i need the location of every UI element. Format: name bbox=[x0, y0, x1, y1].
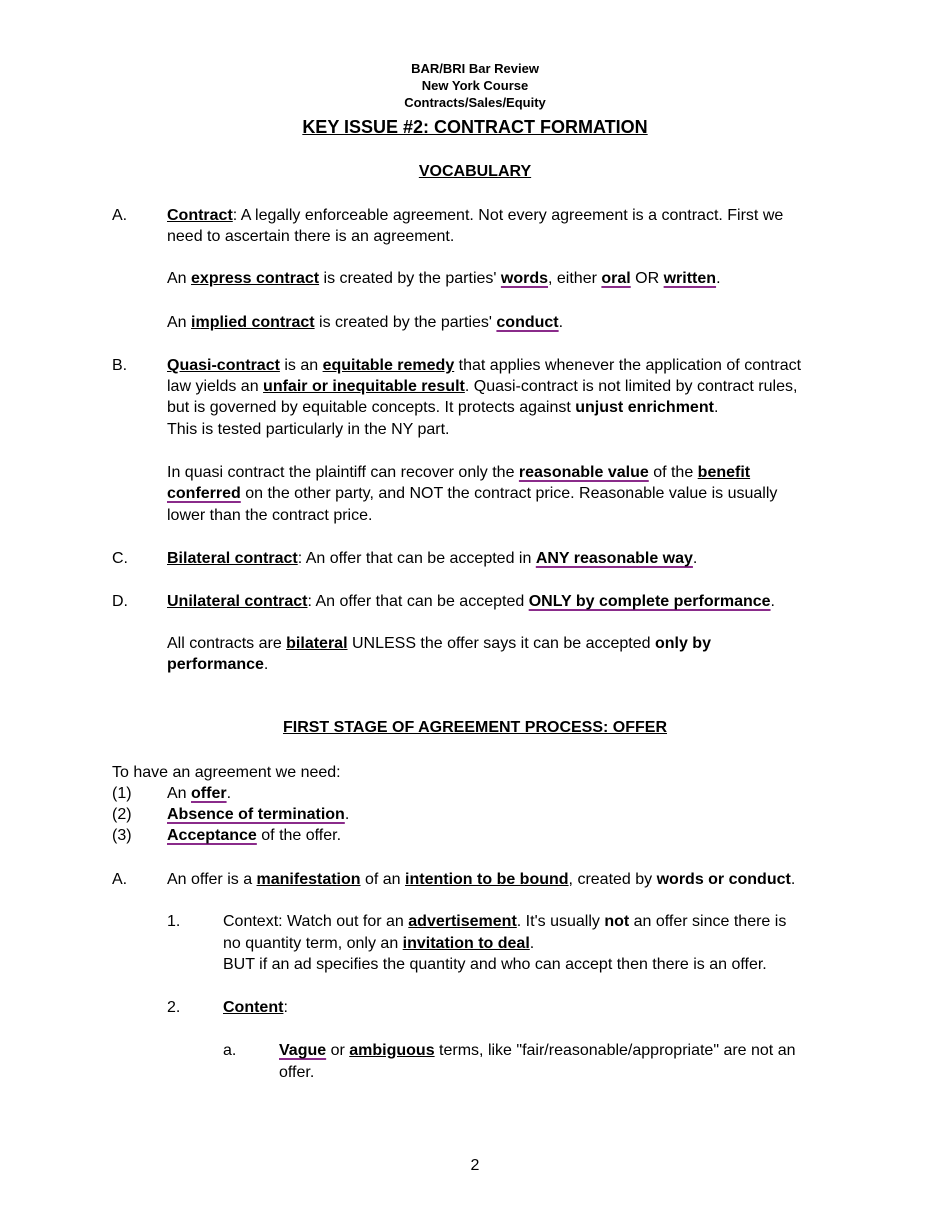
content-heading: Content: bbox=[223, 999, 288, 1016]
term-conduct: conduct bbox=[496, 314, 559, 331]
term-unilateral-contract: Unilateral contract bbox=[167, 593, 308, 610]
term-reasonable-value: reasonable value bbox=[518, 464, 649, 481]
page-number: 2 bbox=[470, 1157, 480, 1174]
quasi-recovery-line: conferred on the other party, and NOT the contract price. Reasonable value is usually bbox=[167, 485, 778, 502]
section-heading-vocabulary: VOCABULARY bbox=[418, 163, 532, 180]
term-any-reasonable-way: ANY reasonable way bbox=[535, 550, 693, 567]
list-number: (2) bbox=[112, 806, 132, 823]
term-offer: offer bbox=[191, 785, 227, 802]
quasi-recovery-line: lower than the contract price. bbox=[167, 507, 373, 524]
term-quasi-contract: Quasi-contract bbox=[167, 357, 280, 374]
all-contracts-line: performance. bbox=[167, 656, 269, 673]
term-manifestation: manifestation bbox=[256, 871, 361, 888]
term-words-or-conduct: words or conduct bbox=[656, 871, 791, 888]
term-bilateral-contract: Bilateral contract bbox=[167, 550, 298, 567]
item-label: 2. bbox=[167, 999, 181, 1016]
offer-intro: To have an agreement we need: bbox=[112, 764, 341, 781]
term-unfair-result: unfair or inequitable result bbox=[263, 378, 465, 395]
term-bilateral: bilateral bbox=[286, 635, 348, 652]
quasi-recovery-line: In quasi contract the plaintiff can recover only the reasonable value of the benefit bbox=[167, 464, 751, 481]
term-performance: performance bbox=[167, 656, 264, 673]
term-ambiguous: ambiguous bbox=[349, 1042, 435, 1059]
quasi-contract-line: Quasi-contract is an equitable remedy that applies whenever the application of contract bbox=[167, 357, 802, 374]
contract-definition-line: Contract: A legally enforceable agreement. Not every agreement is a contract. First we bbox=[167, 207, 784, 224]
term-vague: Vague bbox=[279, 1042, 327, 1059]
list-item: Acceptance of the offer. bbox=[167, 827, 342, 844]
express-contract-line: An express contract is created by the parties' words, either oral OR written. bbox=[167, 270, 721, 287]
unilateral-contract-line: Unilateral contract: An offer that can be accepted ONLY by complete performance. bbox=[167, 593, 775, 610]
term-content: Content bbox=[223, 999, 284, 1016]
term-advertisement: advertisement bbox=[408, 913, 517, 930]
implied-contract-line: An implied contract is created by the parties' conduct. bbox=[167, 314, 564, 331]
term-only-by: only by bbox=[654, 635, 711, 652]
term-implied-contract: implied contract bbox=[191, 314, 315, 331]
quasi-contract-line: This is tested particularly in the NY part. bbox=[167, 421, 450, 438]
term-oral: oral bbox=[601, 270, 631, 287]
term-unjust-enrichment: unjust enrichment bbox=[575, 399, 714, 416]
list-item: An offer. bbox=[167, 785, 232, 802]
section-heading-offer: FIRST STAGE OF AGREEMENT PROCESS: OFFER bbox=[282, 719, 667, 736]
quasi-contract-line: law yields an unfair or inequitable result. Quasi-contract is not limited by contract rules, bbox=[167, 378, 798, 395]
offer-definition-line: An offer is a manifestation of an intention to be bound, created by words or conduct. bbox=[167, 871, 796, 888]
term-intention-to-be-bound: intention to be bound bbox=[405, 871, 569, 888]
term-conferred: conferred bbox=[167, 485, 241, 502]
term-only-by-complete-performance: ONLY by complete performance bbox=[528, 593, 771, 610]
bilateral-contract-line: Bilateral contract: An offer that can be accepted in ANY reasonable way. bbox=[167, 550, 698, 567]
contract-definition-line: need to ascertain there is an agreement. bbox=[167, 228, 455, 245]
term-contract: Contract bbox=[167, 207, 233, 224]
item-label: B. bbox=[112, 357, 128, 374]
item-label: A. bbox=[112, 871, 128, 888]
vague-terms-line: offer. bbox=[279, 1064, 315, 1081]
header-subjects: Contracts/Sales/Equity bbox=[404, 95, 546, 110]
term-equitable-remedy: equitable remedy bbox=[322, 357, 455, 374]
term-express-contract: express contract bbox=[191, 270, 320, 287]
list-number: (3) bbox=[112, 827, 132, 844]
all-contracts-line: All contracts are bilateral UNLESS the offer says it can be accepted only by bbox=[167, 635, 711, 652]
term-words: words bbox=[500, 270, 549, 287]
header-course-name: BAR/BRI Bar Review bbox=[411, 61, 539, 76]
term-not: not bbox=[604, 913, 630, 930]
context-line: no quantity term, only an invitation to deal. bbox=[223, 935, 535, 952]
item-label: D. bbox=[112, 593, 128, 610]
list-number: (1) bbox=[112, 785, 132, 802]
item-label: A. bbox=[112, 207, 128, 224]
item-label: a. bbox=[223, 1042, 237, 1059]
item-label: C. bbox=[112, 550, 128, 567]
list-item: Absence of termination. bbox=[167, 806, 350, 823]
context-line: BUT if an ad specifies the quantity and who can accept then there is an offer. bbox=[223, 956, 767, 973]
page-title: KEY ISSUE #2: CONTRACT FORMATION bbox=[302, 117, 648, 137]
term-absence-of-termination: Absence of termination bbox=[167, 806, 345, 823]
term-acceptance: Acceptance bbox=[167, 827, 257, 844]
context-line: Context: Watch out for an advertisement. It's usually not an offer since there is bbox=[223, 913, 787, 930]
vague-terms-line: Vague or ambiguous terms, like "fair/reasonable/appropriate" are not an bbox=[279, 1042, 796, 1059]
term-invitation-to-deal: invitation to deal bbox=[402, 935, 530, 952]
term-benefit: benefit bbox=[697, 464, 751, 481]
term-written: written bbox=[663, 270, 717, 287]
quasi-contract-line: but is governed by equitable concepts. It protects against unjust enrichment. bbox=[167, 399, 719, 416]
item-label: 1. bbox=[167, 913, 181, 930]
header-course-state: New York Course bbox=[421, 78, 529, 93]
